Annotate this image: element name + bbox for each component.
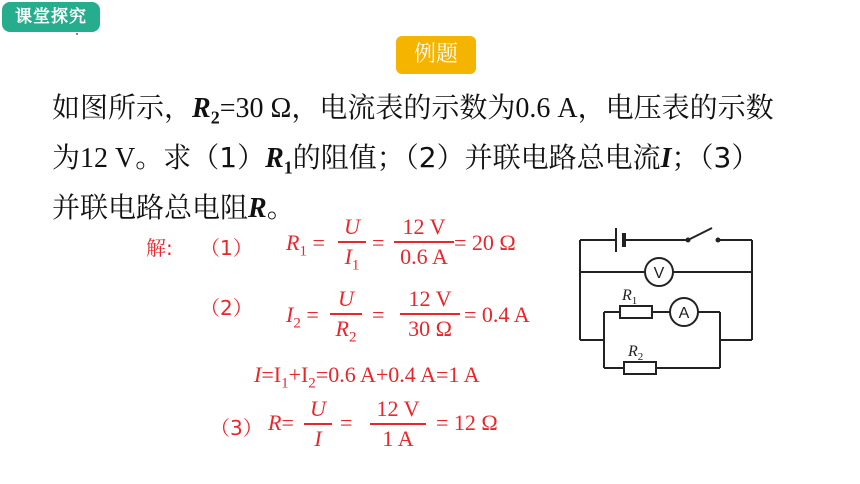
step1-lhs: $R_1$ = xyxy=(286,230,325,260)
problem-line-2: 为12 V。求$(1)R_1$的阻值；（2）并联电路总电流I；（3） xyxy=(52,141,760,178)
step3-frac2: 12 V 1 A xyxy=(370,396,426,452)
step2-lhs: $I_2$ = xyxy=(286,302,319,332)
solution-label: 解: xyxy=(146,236,173,260)
total-current-line: $I=I_1+I_2=0.6$ A+0.4 A=1 A xyxy=(254,362,480,392)
problem-line-1: 如图所示，$R_2=30$ Ω，电流表的示数为0.6 A，电压表的示数 xyxy=(52,91,774,128)
step2-frac1: U $R_2$ xyxy=(330,286,362,350)
step2-eq: = xyxy=(372,302,385,327)
step3-lhs: R= xyxy=(268,410,294,435)
r1-label: $R_1$ xyxy=(622,287,638,307)
ammeter-label: A xyxy=(678,305,690,322)
step3-frac1: U I xyxy=(304,396,332,452)
step3-eq: = xyxy=(340,410,353,435)
section-badge: 课堂探究 xyxy=(2,2,100,32)
step1-frac1: U $I_1$ xyxy=(338,214,366,278)
example-title: 例题 xyxy=(396,36,476,74)
step3-tag: （3） xyxy=(210,416,263,440)
step1-frac2: 12 V 0.6 A xyxy=(394,214,454,270)
resistor-r2 xyxy=(624,362,656,374)
step1-tag: （1） xyxy=(200,236,253,260)
resistor-r1 xyxy=(620,306,652,318)
switch-lever xyxy=(688,228,712,240)
circuit-diagram xyxy=(570,222,760,382)
step1-result: = 20 Ω xyxy=(454,230,516,255)
voltmeter-label: V xyxy=(653,265,665,282)
problem-line-3: 并联电路总电阻R。 xyxy=(52,191,295,224)
decor-dot xyxy=(76,33,78,35)
step2-frac2: 12 V 30 Ω xyxy=(400,286,460,342)
step2-tag: （2） xyxy=(200,296,253,320)
step2-result: = 0.4 A xyxy=(464,302,530,327)
r2-label: $R_2$ xyxy=(628,343,644,363)
step3-result: = 12 Ω xyxy=(436,410,498,435)
step1-eq: = xyxy=(372,230,385,255)
